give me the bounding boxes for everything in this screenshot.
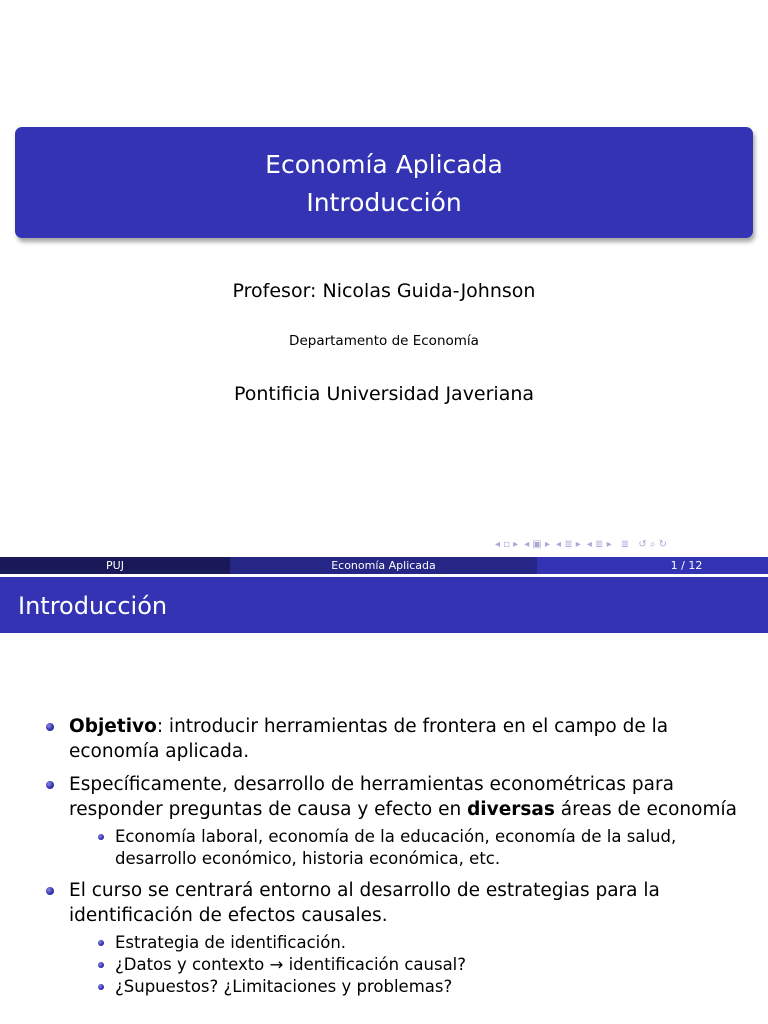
frame-title: Introducción [18, 592, 168, 620]
presentation-title: Economía Aplicada [265, 150, 503, 179]
slide-content [0, 714, 768, 1006]
title-block [15, 127, 753, 238]
footer-title: Economía Aplicada [230, 557, 537, 574]
bullet-objective-bold: Objetivo [69, 716, 157, 737]
nav-slide-icon[interactable]: ◂ ≣ ▸ [586, 539, 612, 550]
sub-bullet-list [69, 932, 748, 998]
nav-frame-icon[interactable]: ◂ ▫ ▸ [495, 539, 519, 550]
bullet-objective [0, 714, 768, 764]
author: Profesor: Nicolas Guida-Johnson [232, 280, 536, 302]
nav-search-icon[interactable]: ↺ ⌕ ↻ [635, 539, 668, 550]
nav-subsection-icon[interactable]: ◂ ▣ ▸ [524, 539, 551, 550]
sub-bullet-assumptions: ¿Supuestos? ¿Limitaciones y problemas? [69, 976, 748, 998]
sub-bullet-areas: Economía laboral, economía de la educación, economía de la salud, desarrollo económico, historia económica, etc. [69, 826, 748, 870]
bullet-specifically-bold: diversas [467, 799, 555, 820]
sub-bullet-list [69, 826, 748, 870]
bullet-specifically-post: áreas de economía [554, 799, 737, 820]
nav-section-icon[interactable]: ◂ ≣ ▸ [556, 539, 581, 550]
footer-institute: PUJ [0, 557, 230, 574]
university: Pontificia Universidad Javeriana [233, 383, 535, 405]
institute: Departamento de Economía [289, 333, 479, 349]
bullet-specifically-pre: Específicamente, desarrollo de herramientas econométricas para responder preguntas de causa y efecto en [69, 774, 674, 820]
bullet-course-text: El curso se centrará entorno al desarrollo de estrategias para la identificación de efectos causales. [69, 880, 660, 926]
bullet-list [0, 714, 768, 998]
footline [0, 557, 768, 574]
nav-appendix-icon[interactable]: ≣ [617, 539, 630, 550]
page-number: 1 / 12 [670, 559, 703, 572]
bullet-objective-text: : introducir herramientas de frontera en el campo de la economía aplicada. [69, 716, 669, 762]
frame-title-bar [0, 577, 768, 633]
footer-page [537, 557, 768, 574]
bullet-specifically [0, 772, 768, 870]
navigation-bar [495, 538, 765, 552]
presentation-subtitle: Introducción [306, 188, 462, 217]
sub-bullet-strategy: Estrategia de identificación. [69, 932, 748, 954]
bullet-course [0, 878, 768, 998]
sub-bullet-data: ¿Datos y contexto → identificación causal? [69, 954, 748, 976]
